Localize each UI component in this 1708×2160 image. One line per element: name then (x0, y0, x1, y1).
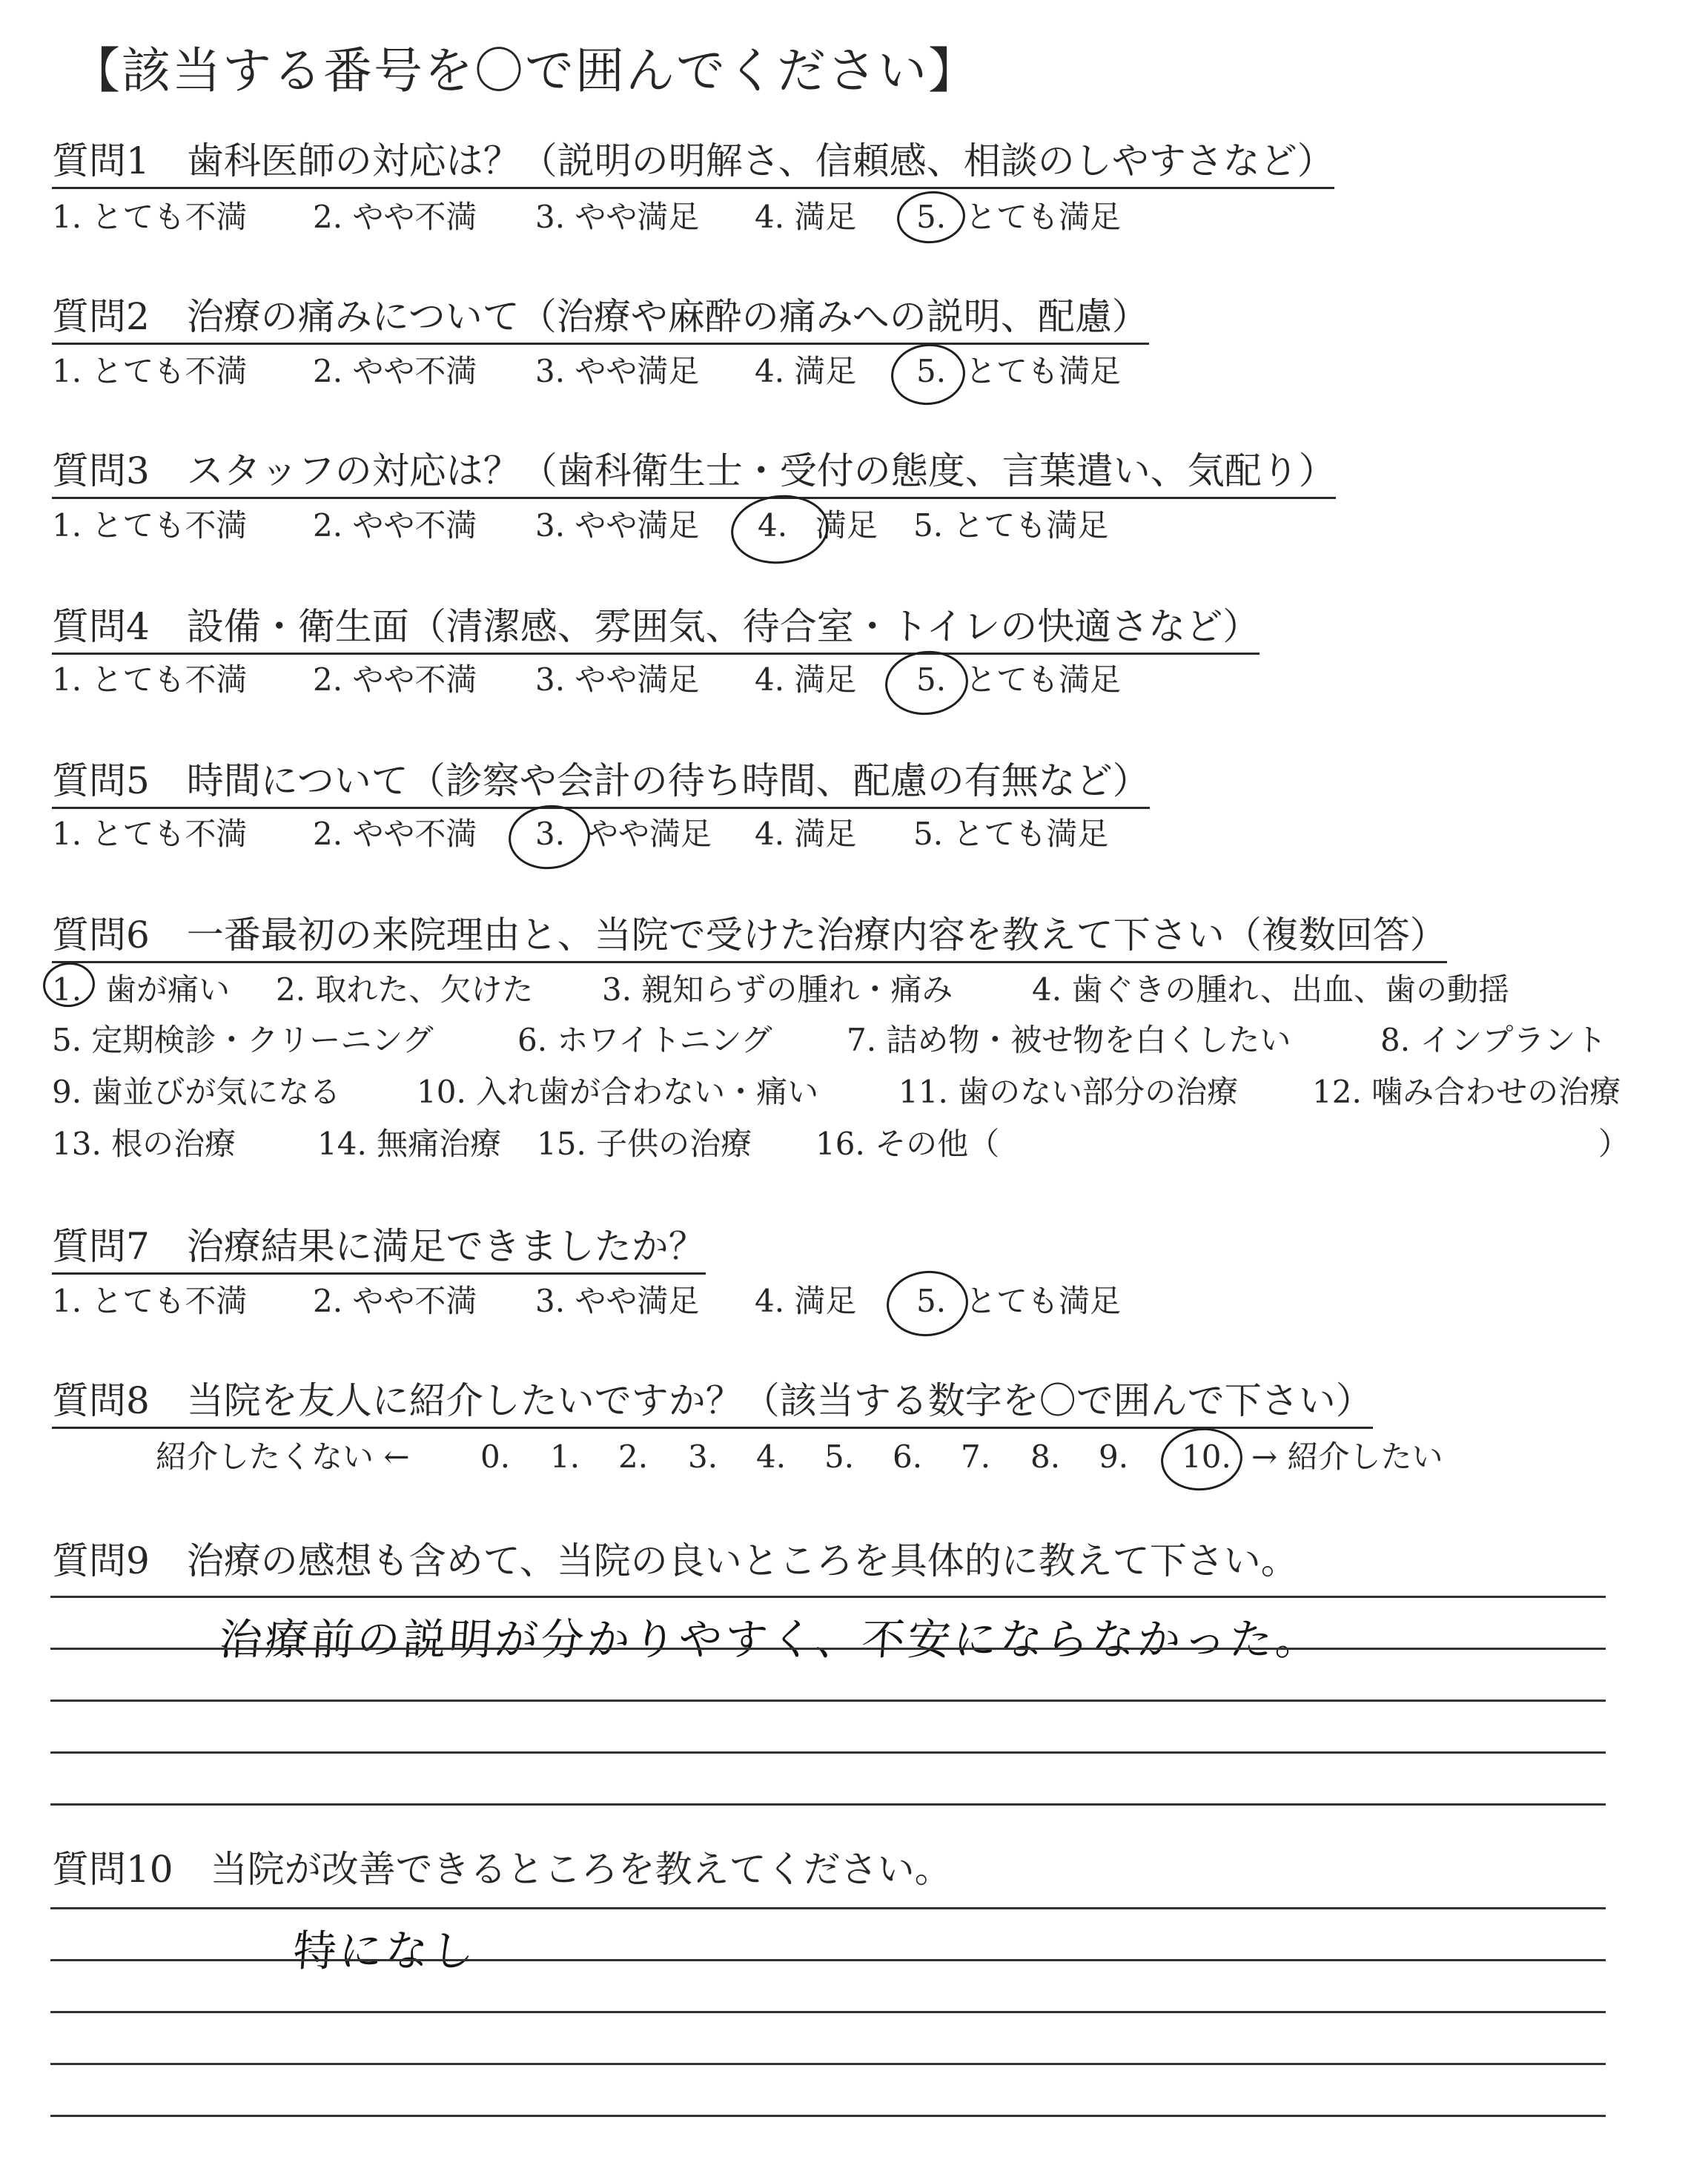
q3-option-2[interactable]: 2. やや不満 (313, 507, 477, 544)
question-9-title: 質問9 治療の感想も含めて、当院の良いところを具体的に教えて下さい。 (52, 1539, 1298, 1582)
q6-option-7[interactable]: 7. 詰め物・被せ物を白くしたい (847, 1022, 1291, 1058)
q7-option-5[interactable]: 5. (916, 1283, 947, 1319)
q8-scale-6[interactable]: 6. (893, 1439, 923, 1475)
q6-option-1[interactable]: 1. (52, 971, 82, 1008)
question-2-title: 質問2 治療の痛みについて（治療や麻酔の痛みへの説明、配慮） (52, 294, 1149, 345)
q4-option-4[interactable]: 4. 満足 (755, 661, 857, 698)
q6-option-3[interactable]: 3. 親知らずの腫れ・痛み (602, 971, 953, 1008)
q8-scale-5[interactable]: 5. (824, 1439, 855, 1475)
q6-option-9[interactable]: 9. 歯並びが気になる (52, 1074, 341, 1110)
q2-option-1[interactable]: 1. とても不満 (52, 353, 248, 389)
q3-option-4[interactable]: 4. (758, 507, 788, 544)
q2-option-4[interactable]: 4. 満足 (755, 353, 857, 389)
q8-left-label: 紹介したくない ← (156, 1439, 410, 1475)
q2-answer-circle (888, 340, 968, 409)
q5-option-2[interactable]: 2. やや不満 (313, 816, 477, 852)
q2-option-5-label: とても満足 (965, 353, 1122, 389)
q8-scale-7[interactable]: 7. (961, 1439, 991, 1475)
q9-answer-line-1 (50, 1596, 1606, 1598)
q1-option-5[interactable]: 5. (916, 199, 947, 235)
q8-answer-circle (1158, 1424, 1245, 1494)
q1-option-3[interactable]: 3. やや満足 (535, 199, 700, 235)
q6-option-8[interactable]: 8. インプラント (1380, 1022, 1607, 1058)
q9-answer-line-2 (50, 1648, 1606, 1650)
question-3-title: 質問3 スタッフの対応は？（歯科衛生士・受付の態度、言葉遣い、気配り） (52, 448, 1336, 499)
q6-option-6[interactable]: 6. ホワイトニング (517, 1022, 772, 1058)
q6-other-close-paren: ） (1598, 1126, 1630, 1162)
q7-option-2[interactable]: 2. やや不満 (313, 1283, 477, 1319)
q5-option-5[interactable]: 5. とても満足 (913, 816, 1109, 852)
instruction-header: 【該当する番号を〇で囲んでください】 (71, 42, 979, 99)
q4-option-3[interactable]: 3. やや満足 (535, 661, 700, 698)
q4-option-1[interactable]: 1. とても不満 (52, 661, 248, 698)
q6-option-16[interactable]: 16. その他（ (815, 1126, 1000, 1162)
q6-option-13[interactable]: 13. 根の治療 (52, 1126, 236, 1162)
q6-option-14[interactable]: 14. 無痛治療 (317, 1126, 502, 1162)
q7-answer-circle (884, 1266, 972, 1340)
q10-handwritten-answer[interactable]: 特になし (291, 1926, 480, 1976)
q8-scale-8[interactable]: 8. (1030, 1439, 1061, 1475)
q10-answer-line-2 (50, 1959, 1606, 1961)
q1-option-5-label: とても満足 (965, 199, 1122, 235)
q5-option-1[interactable]: 1. とても不満 (52, 816, 248, 852)
q10-answer-line-3 (50, 2011, 1606, 2013)
question-10-title: 質問10 当院が改善できるところを教えてください。 (52, 1848, 952, 1891)
q3-answer-circle (728, 490, 833, 568)
q4-option-2[interactable]: 2. やや不満 (313, 661, 477, 698)
q8-scale-9[interactable]: 9. (1099, 1439, 1129, 1475)
q6-option-11[interactable]: 11. 歯のない部分の治療 (898, 1074, 1239, 1110)
q6-option-12[interactable]: 12. 噛み合わせの治療 (1312, 1074, 1621, 1110)
q2-option-2[interactable]: 2. やや不満 (313, 353, 477, 389)
question-8-title: 質問8 当院を友人に紹介したいですか？（該当する数字を〇で囲んで下さい） (52, 1378, 1373, 1429)
q1-option-1[interactable]: 1. とても不満 (52, 199, 248, 235)
q6-option-1-label: 歯が痛い (105, 971, 231, 1008)
q6-option-15[interactable]: 15. 子供の治療 (537, 1126, 752, 1162)
q9-answer-line-5 (50, 1803, 1606, 1806)
q5-option-4[interactable]: 4. 満足 (755, 816, 857, 852)
q5-option-3[interactable]: 3. (535, 816, 566, 852)
q6-option-10[interactable]: 10. 入れ歯が合わない・痛い (417, 1074, 819, 1110)
q7-option-5-label: とても満足 (965, 1283, 1122, 1319)
q2-option-3[interactable]: 3. やや満足 (535, 353, 700, 389)
q9-handwritten-answer[interactable]: 治療前の説明が分かりやすく、不安にならなかった。 (217, 1614, 1323, 1665)
q8-scale-4[interactable]: 4. (756, 1439, 787, 1475)
q7-option-4[interactable]: 4. 満足 (755, 1283, 857, 1319)
q9-answer-line-3 (50, 1700, 1606, 1702)
q1-option-2[interactable]: 2. やや不満 (313, 199, 477, 235)
q8-scale-3[interactable]: 3. (688, 1439, 718, 1475)
q8-scale-10[interactable]: 10. (1182, 1439, 1231, 1475)
q10-answer-line-5 (50, 2115, 1606, 2117)
q6-option-4[interactable]: 4. 歯ぐきの腫れ、出血、歯の動揺 (1032, 971, 1509, 1008)
q1-answer-circle (895, 188, 968, 246)
q3-option-1[interactable]: 1. とても不満 (52, 507, 248, 544)
q10-answer-line-4 (50, 2063, 1606, 2065)
q3-option-5[interactable]: 5. とても満足 (913, 507, 1109, 544)
q3-option-4-label: 満足 (815, 507, 878, 544)
q6-option-5[interactable]: 5. 定期検診・クリーニング (52, 1022, 434, 1058)
q4-option-5-label: とても満足 (965, 661, 1122, 698)
q5-answer-circle (506, 801, 593, 873)
q4-option-5[interactable]: 5. (916, 661, 947, 698)
question-7-title: 質問7 治療結果に満足できましたか？ (52, 1223, 706, 1275)
question-6-title: 質問6 一番最初の来院理由と、当院で受けた治療内容を教えて下さい（複数回答） (52, 912, 1447, 963)
q8-scale-2[interactable]: 2. (618, 1439, 649, 1475)
q7-option-1[interactable]: 1. とても不満 (52, 1283, 248, 1319)
q10-answer-line-1 (50, 1907, 1606, 1909)
q9-answer-line-4 (50, 1751, 1606, 1754)
q1-option-4[interactable]: 4. 満足 (755, 199, 857, 235)
q8-scale-1[interactable]: 1. (550, 1439, 580, 1475)
q7-option-3[interactable]: 3. やや満足 (535, 1283, 700, 1319)
q4-answer-circle (882, 647, 971, 719)
q2-option-5[interactable]: 5. (916, 353, 947, 389)
question-5-title: 質問5 時間について（診察や会計の待ち時間、配慮の有無など） (52, 758, 1150, 809)
question-1-title: 質問1 歯科医師の対応は？（説明の明解さ、信頼感、相談のしやすさなど） (52, 138, 1334, 189)
q8-scale-0[interactable]: 0. (480, 1439, 511, 1475)
q8-right-label: → 紹介したい (1251, 1439, 1443, 1475)
q6-answer-circle (41, 960, 97, 1010)
q3-option-3[interactable]: 3. やや満足 (535, 507, 700, 544)
q6-option-2[interactable]: 2. 取れた、欠けた (276, 971, 534, 1008)
question-4-title: 質問4 設備・衛生面（清潔感、雰囲気、待合室・トイレの快適さなど） (52, 604, 1260, 655)
q5-option-3-label: やや満足 (587, 816, 712, 852)
